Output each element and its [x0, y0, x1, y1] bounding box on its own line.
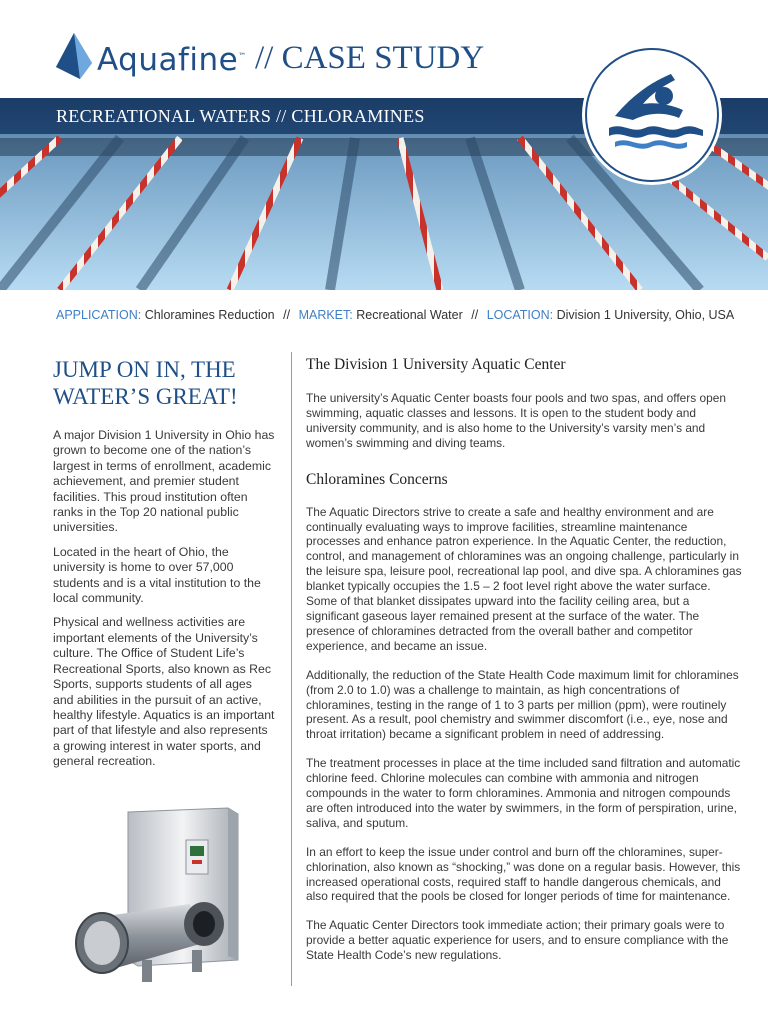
body-paragraph: In an effort to keep the issue under control and burn off the chloramines, super-chlorination, also known as “shocking,” was done on a regular basis. However, this increased operational costs, required staff to handle dangerous chemicals, and also required that the pools be closed for longer periods of time for maintenance. — [306, 844, 741, 904]
location-label: LOCATION: — [486, 308, 554, 322]
left-column — [53, 356, 275, 779]
body-paragraph: The university’s Aquatic Center boasts four pools and two spas, and offers open swimming, aquatic classes and lessons. It is open to the student body and university community, and is also home to the University’s varsity men’s and women’s swimming and diving teams. — [306, 391, 726, 450]
body-paragraph: The treatment processes in place at the time included sand filtration and automatic chlorine feed. Chlorine molecules can combine with ammonia and nitrogen compounds in the water to form chloramines. Ammonia and nitrogen compounds are often introduced into the water by swimmers, in the form of perspiration, urine, saliva, and sputum. — [306, 756, 741, 830]
brand-name: Aquafine™ — [97, 42, 247, 78]
application-value: Chloramines Reduction — [144, 308, 275, 322]
swimmer-badge — [585, 48, 719, 182]
swimmer-icon — [587, 50, 717, 180]
aquafine-logo-icon — [56, 33, 92, 79]
uv-system-image — [62, 800, 262, 1000]
body-paragraph: Additionally, the reduction of the State Health Code maximum limit for chloramines (from 2.0 to 1.0) was a challenge to maintain, as high concentrations of chloramines, testing in the range of 1 to 3 parts per million (ppm), were routinely present. As a result, pool chemistry and swimmer discomfort (i.e., eye, nose and throat irritation) became a significant problem in need of addressing. — [306, 667, 739, 742]
body-paragraph: Located in the heart of Ohio, the university is home to over 57,000 students and is a vital institution to the local community. — [53, 544, 261, 606]
meta-separator: // — [283, 308, 291, 322]
hero-title: RECREATIONAL WATERS // CHLORAMINES — [56, 106, 425, 126]
headline: JUMP ON IN, THE WATER’S GREAT! — [53, 357, 238, 409]
doc-type-title: // CASE STUDY — [255, 40, 485, 76]
column-divider — [291, 352, 292, 986]
section-title-aquatic-center: The Division 1 University Aquatic Center — [306, 356, 566, 373]
market-value: Recreational Water — [356, 308, 463, 322]
market-label: MARKET: — [298, 308, 353, 322]
location-value: Division 1 University, Ohio, USA — [556, 308, 735, 322]
meta-line — [56, 308, 734, 322]
application-label: APPLICATION: — [56, 308, 142, 322]
meta-separator: // — [471, 308, 479, 322]
body-paragraph: Physical and wellness activities are important elements of the University’s culture. The Office of Student Life’s Recreational Sports, also known as Rec Sports, supports students of all ages and abilities in the pursuit of an active, healthy lifestyle. Aquatics is an important part of that lifestyle and also represents a growing interest in water sports, and general recreation. — [53, 615, 275, 769]
section-title-chloramines: Chloramines Concerns — [306, 470, 448, 488]
body-paragraph: The Aquatic Center Directors took immediate action; their primary goals were to provide a better aquatic experience for users, and to ensure compliance with the State Health Code’s new regulations. — [306, 918, 729, 963]
body-paragraph: The Aquatic Directors strive to create a safe and healthy environment and are continually evaluating ways to improve facilities, streamline maintenance processes and enhance patron experience. In the Aquatic Center, the reduction, control, and management of chloramines was an ongoing challenge, particularly in the leisure spa, leisure pool, recreational lap pool, and dive spa. A chloramines gas blanket typically occupies the 1.5 – 2 foot level right above the water surface. Some of that blanket dissipates upward into the facility ceiling area, but a significant gaseous layer remained present at the surface of the water. The presence of chloramines detracted from the overall bather and competitor experience, and became an issue. — [306, 504, 742, 653]
right-column — [306, 356, 742, 977]
body-paragraph: A major Division 1 University in Ohio has grown to become one of the nation’s largest in terms of enrollment, academic achievement, and premier student facilities. This proud institution often ranks in the Top 20 national public universities. — [53, 428, 275, 535]
